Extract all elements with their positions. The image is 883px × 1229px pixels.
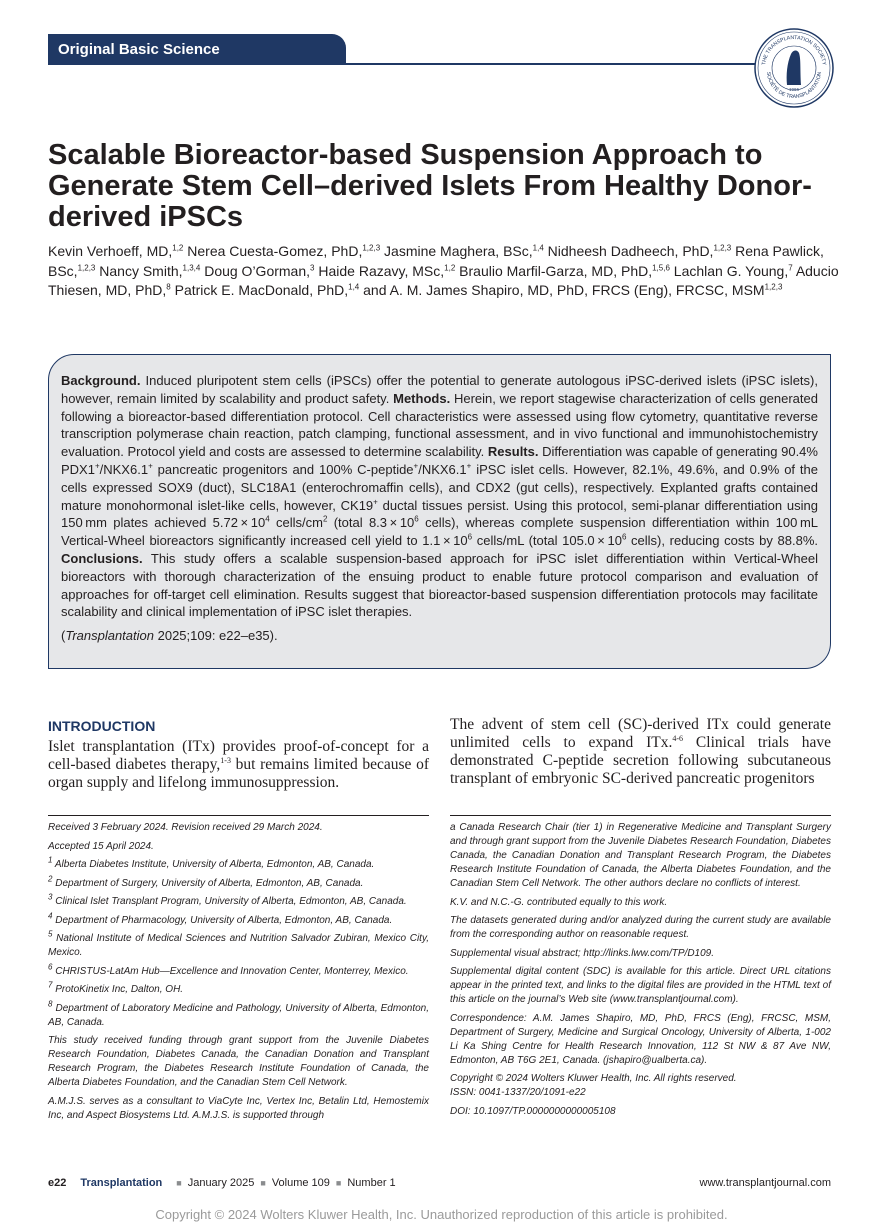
affiliation-text: Department of Pharmacology, University of Alberta, Edmonton, AB, Canada. [52,914,393,926]
affiliation-item [48,929,429,960]
intro-text: Clinical trials have demonstrated C-peptide secretion following subcutaneous transplant of embryonic SC-derived pancreatic progenitors [450,734,832,787]
author-name: A. M. James Shapiro, MD, PhD, FRCS (Eng), FRCSC, MSM [389,282,765,299]
intro-text: Islet transplantation (ITx) provides proof-of-concept for a cell-based diabetes therapy, [48,738,429,773]
affiliation-text: Clinical Islet Transplant Program, University of Alberta, Edmonton, AB, Canada. [52,896,407,907]
superscript: + [94,461,100,471]
society-seal-logo [753,27,835,109]
author-affiliation-sup: 1,2 [172,243,184,253]
page-number: e22 [48,1177,67,1189]
superscript: + [413,461,419,471]
separator-square-icon: ■ [335,1178,342,1188]
author-affiliation-sup: 3 [310,262,315,272]
abstract-body [61,372,818,621]
support-note: a Canada Research Chair (tier 1) in Regenerative Medicine and Transplant Surgery and through grant support from the Juvenile Diabetes Research Foundation, Diabetes Canada, the Canadian Donation and Transplant Research Program, the Diabetes Research Institute Foundation of Canada, the Alberta Diabetes Foundation, and the Canadian Stem Cell Network. The other authors declare no conflicts of interest. [450,822,831,889]
author-affiliation-sup: 1,3,4 [182,262,201,272]
funding-note: This study received funding through grant support from the Juvenile Diabetes Research Foundation, Diabetes Canada, the Canadian Donation and Transplant Research Program, the Diabetes Research Institute Foundation of Canada, the Alberta Diabetes Foundation, and the Canadian Stem Cell Network. [48,1035,429,1088]
intro-column-1 [48,738,429,792]
affiliation-text: Department of Laboratory Medicine and Pathology, University of Alberta, Edmonton, AB, Canada. [48,1002,429,1028]
affiliation-item [48,892,429,909]
author-name: Jasmine Maghera, BSc, [384,243,533,259]
author-affiliation-sup: 1,2 [444,262,456,272]
citation-superscript: 4-6 [672,733,684,743]
affiliation-number: 7 [48,980,53,990]
consultant-note: A.M.J.S. serves as a consultant to ViaCyte Inc, Vertex Inc, Betalin Ltd, Hemostemix Inc, and Aspect Biosystems Ltd. A.M.J.S. is supported through [48,1095,429,1121]
methods-label: Methods. [393,390,451,406]
author-name: Nerea Cuesta-Gomez, PhD, [187,243,363,259]
author-affiliation-sup: 1,2,3 [764,282,783,292]
abstract-box [48,354,831,669]
author-name: Aducio Thiesen, MD, PhD, [48,262,839,299]
background-text: Induced pluripotent stem cells (iPSCs) offer the potential to generate autologous iPSC-derived islets (iPSC islets), however, remain limited by scalability and product safety. [61,373,818,406]
methods-text: Herein, we report stagewise characterization of cells generated following a bioreactor-based differentiation protocol. Cell characteristics were assessed using flow cytometry, quantitative reverse transcription polymerase chain reaction, patch clamping, functional assessment, and in vivo functional and immunohistochemistry evaluation. Protocol yield and costs are assessed to determine scalability. [61,390,818,460]
results-text: ductal tissues persist. Using this protocol, semi-planar differentiation using 150 mm plates achieved 5.72 × 10 [61,497,818,531]
copyright-notice: Copyright © 2024 Wolters Kluwer Health, Inc. Unauthorized reproduction of this article is prohibited. [155,1207,728,1222]
separator-square-icon: ■ [176,1178,182,1188]
journal-name: Transplantation [80,1177,163,1189]
dataset-note: The datasets generated during and/or analyzed during the current study are available from the corresponding author on reasonable request. [450,915,831,940]
footnotes-left [48,821,429,1127]
superscript: + [148,461,153,471]
footnote-divider-right [450,815,831,816]
seal-text-bottom: SOCIÉTÉ DE TRANSPLANTATION [764,71,824,101]
author-name: and [363,282,387,299]
affiliation-item [48,962,429,979]
affiliation-text: Alberta Diabetes Institute, University of Alberta, Edmonton, AB, Canada. [52,859,375,870]
intro-text: but remains limited because of organ supply and lifelong immunosuppression. [48,756,429,791]
results-text: cells/cm [269,515,323,531]
results-text: iPSC islet cells. However, 82.1%, 49.6%, and 0.9% of the cells expressed SOX9 (duct), SLC18A1 (enterochromaffin cells), and CDX2 (gut cells), respectively. Explanted grafts contained mature monohormonal islet-like cells, however, CK19 [61,461,818,513]
page-footer [48,1177,831,1189]
author-name: Rena Pawlick, BSc, [48,243,824,279]
affiliation-number: 3 [48,892,53,902]
citation-superscript: 1-3 [220,755,231,765]
superscript: + [466,461,472,471]
header-rule [48,63,758,65]
conclusions-text: This study offers a scalable suspension-based approach for iPSC islet differentiation within Vertical-Wheel bioreactors with thorough characterization of the ensuing product to enable future protocol comparison and evaluation of approaches for off-target cell elimination. Results suggest that bioreactor-based suspension differentiation protocols may facilitate scalability and clinical implementation of iPSC islet therapies. [61,550,818,620]
author-affiliation-sup: 1,4 [532,243,544,253]
affiliation-item [48,911,429,928]
affiliation-text: Department of Surgery, University of Alberta, Edmonton, AB, Canada. [52,877,364,889]
correspondence-note: Correspondence: A.M. James Shapiro, MD, PhD, FRCS (Eng), FRCSC, MSM, Department of Surgery, Medicine and Surgical Oncology, University of Alberta, 1-002 Li Ka Shing Centre for Health Research Innovation, 112 St NW & 87 Ave NW, Edmonton, AB T6G 2E1, Canada. (jshapiro@ualberta.ca). [450,1012,831,1066]
affiliation-number: 2 [48,874,53,884]
intro-text: The advent of stem cell (SC)-derived ITx could generate unlimited cells to expand ITx. [450,716,831,751]
superscript: + [373,497,378,507]
results-text: cells), reducing costs by 88.8%. [626,533,818,549]
affiliation-item [48,980,429,997]
intro-column-2 [450,716,831,788]
affiliation-item [48,855,429,872]
superscript: 6 [467,532,473,542]
abstract-citation [61,627,818,645]
volume: Volume 109 [271,1177,330,1189]
doi: DOI: 10.1097/TP.0000000000005108 [450,1105,616,1117]
superscript: 2 [322,515,328,525]
author-name: Nidheesh Dadheech, PhD, [547,243,714,259]
affiliation-text: ProtoKinetix Inc, Dalton, OH. [52,984,184,995]
seal-year: 1966 [788,87,800,92]
introduction-heading: INTRODUCTION [48,718,156,734]
superscript: 6 [621,532,627,542]
author-name: Lachlan G. Young, [673,262,789,279]
citation-paren: ( [61,628,66,644]
results-text: pancreatic progenitors and 100% C-peptide [152,461,414,477]
author-name: Braulio Marfil-Garza, MD, PhD, [459,262,653,279]
author-name: Nancy Smith, [99,262,183,279]
results-text: Differentiation was capable of generating 90.4% PDX1 [61,444,818,477]
conclusions-label: Conclusions. [61,550,143,566]
equal-contribution-note: K.V. and N.C.-G. contributed equally to this work. [450,896,668,908]
affiliation-number: 4 [48,911,53,921]
author-affiliation-sup: 1,5,6 [652,262,670,272]
results-text: /NKX6.1 [99,461,149,477]
affiliation-number: 1 [48,855,53,865]
footnote-divider-left [48,815,429,816]
sdc-note: Supplemental digital content (SDC) is available for this article. Direct URL citations appear in the printed text, and links to the digital files are provided in the HTML text of this article on the journal’s Web site (www.transplantjournal.com). [450,966,831,1005]
article-title: Scalable Bioreactor-based Suspension Approach to Generate Stem Cell–derived Islets From Healthy Donor-derived iPSCs [48,139,812,233]
author-affiliation-sup: 1,2,3 [713,243,732,253]
author-affiliation-sup: 8 [166,282,171,292]
footnotes-right [450,821,831,1123]
results-label: Results. [487,444,539,460]
author-list [48,242,848,301]
author-name: Haide Razavy, MSc, [318,262,445,279]
affiliation-number: 8 [48,999,53,1009]
citation-detail: 2025;109: e22–e35). [154,628,278,644]
accepted-date: Accepted 15 April 2024. [48,840,154,852]
copyright-note: Copyright © 2024 Wolters Kluwer Health, Inc. All rights reserved. [450,1073,737,1084]
superscript: 4 [265,515,270,525]
affiliation-text: CHRISTUS-LatAm Hub—Excellence and Innovation Center, Monterrey, Mexico. [52,965,409,977]
author-affiliation-sup: 7 [788,262,793,272]
affiliation-item [48,874,429,891]
visual-abstract-link: Supplemental visual abstract; http://links.lww.com/TP/D109. [450,947,715,959]
results-text: (total 8.3 × 10 [327,515,415,531]
affiliation-number: 5 [48,929,53,939]
affiliation-list [48,855,429,1030]
author-affiliation-sup: 1,2,3 [77,262,96,272]
citation-journal: Transplantation [65,628,154,644]
author-name: Doug O’Gorman, [204,262,311,279]
issue-date: January 2025 [187,1177,255,1189]
affiliation-number: 6 [48,962,53,972]
results-text: cells), whereas complete suspension differentiation within 100 mL Vertical-Wheel bioreactors significantly increased cell yield to 1.1 × 10 [61,515,819,549]
affiliation-text: National Institute of Medical Sciences and Nutrition Salvador Zubiran, Mexico City, Mexico. [48,933,429,958]
results-text: /NKX6.1 [418,461,467,477]
journal-url[interactable]: www.transplantjournal.com [699,1177,831,1189]
issn: ISSN: 0041-1337/20/1091-e22 [450,1087,586,1098]
seal-text-top: THE TRANSPLANTATION SOCIETY [761,34,827,66]
author-name: Patrick E. MacDonald, PhD, [174,282,349,299]
issue-number: Number 1 [347,1177,396,1189]
section-label: Original Basic Science [58,41,220,58]
superscript: 6 [414,515,419,525]
section-banner [48,34,346,65]
author-affiliation-sup: 1,2,3 [362,243,381,253]
background-label: Background. [61,373,141,388]
author-name: Kevin Verhoeff, MD, [48,243,173,259]
affiliation-item [48,999,429,1030]
received-date: Received 3 February 2024. Revision received 29 March 2024. [48,822,323,833]
separator-square-icon: ■ [260,1178,266,1188]
results-text: cells/mL (total 105.0 × 10 [472,533,622,549]
author-affiliation-sup: 1,4 [348,282,360,292]
